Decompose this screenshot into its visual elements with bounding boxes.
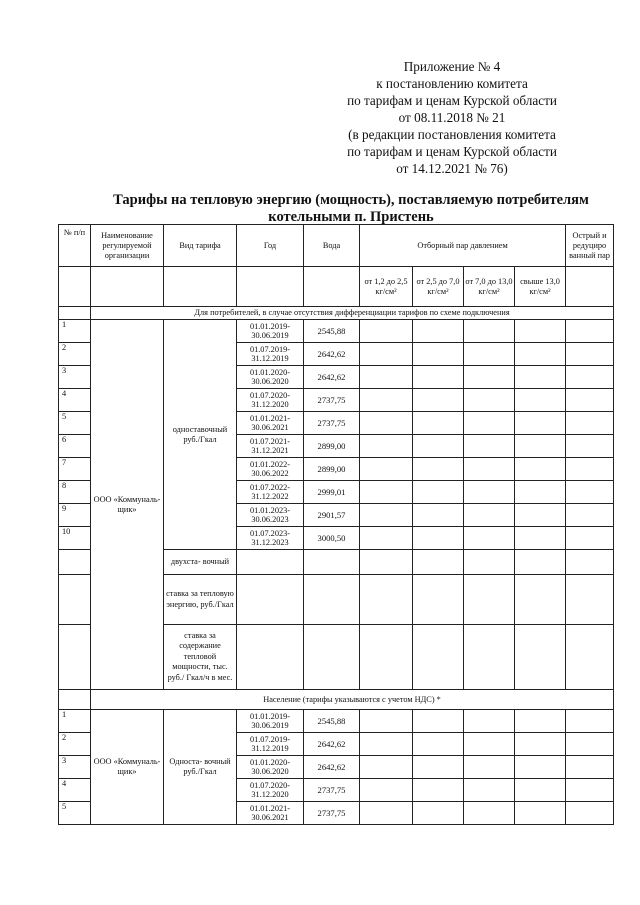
empty-cell: [237, 267, 304, 307]
row-number: 3: [59, 756, 91, 779]
org-name: ООО «Коммуналь- щик»: [91, 320, 164, 690]
col-header-kind: Вид тарифа: [164, 225, 237, 267]
empty-cell: [464, 458, 515, 481]
appendix-header: [302, 58, 602, 177]
empty-cell: [566, 575, 614, 625]
row-number: 4: [59, 779, 91, 802]
empty-cell: [515, 435, 566, 458]
title-line: котельными п. Пристень: [268, 209, 434, 225]
empty-cell: [566, 267, 614, 307]
empty-cell: [464, 710, 515, 733]
empty-cell: [515, 389, 566, 412]
subheader-row: [59, 267, 614, 307]
empty-cell: [304, 575, 360, 625]
empty-cell: [413, 625, 464, 690]
empty-cell: [59, 690, 91, 710]
empty-cell: [360, 458, 413, 481]
rate-energy-label: ставка за тепловую энергию, руб./Гкал: [164, 575, 237, 625]
header-line: Приложение № 4: [403, 59, 501, 74]
tariff-kind: одноставочный руб./Гкал: [164, 320, 237, 550]
header-line: от 08.11.2018 № 21: [398, 110, 506, 125]
period-cell: 01.01.2020- 30.06.2020: [237, 756, 304, 779]
col-sub-steam-3: от 7,0 до 13,0 кг/см²: [464, 267, 515, 307]
empty-cell: [566, 527, 614, 550]
empty-cell: [59, 307, 91, 320]
water-tariff: 2737,75: [304, 389, 360, 412]
empty-cell: [515, 343, 566, 366]
section-row: [59, 307, 614, 320]
empty-cell: [566, 802, 614, 825]
water-tariff: 2545,88: [304, 320, 360, 343]
header-row: [59, 225, 614, 267]
empty-cell: [566, 779, 614, 802]
empty-cell: [413, 756, 464, 779]
water-tariff: 2737,75: [304, 412, 360, 435]
empty-cell: [464, 412, 515, 435]
water-tariff: 2737,75: [304, 779, 360, 802]
empty-cell: [464, 527, 515, 550]
empty-cell: [360, 527, 413, 550]
rate-capacity-label: ставка за содержание тепловой мощности, тыс. руб./ Гкал/ч в мес.: [164, 625, 237, 690]
water-tariff: 2899,00: [304, 435, 360, 458]
table-row: [59, 710, 614, 733]
empty-cell: [360, 481, 413, 504]
water-tariff: 2642,62: [304, 343, 360, 366]
empty-cell: [304, 550, 360, 575]
empty-cell: [566, 412, 614, 435]
table-body: [59, 225, 614, 825]
empty-cell: [464, 481, 515, 504]
header-line: от 14.12.2021 № 76): [396, 161, 508, 176]
period-cell: 01.01.2023- 30.06.2023: [237, 504, 304, 527]
empty-cell: [360, 575, 413, 625]
empty-cell: [515, 481, 566, 504]
period-cell: 01.07.2021- 31.12.2021: [237, 435, 304, 458]
empty-cell: [360, 320, 413, 343]
period-cell: 01.07.2020- 31.12.2020: [237, 779, 304, 802]
section-title: Для потребителей, в случае отсутствия дифференциации тарифов по схеме подключения: [91, 307, 614, 320]
empty-cell: [413, 435, 464, 458]
empty-cell: [515, 366, 566, 389]
empty-cell: [413, 550, 464, 575]
col-header-year: Год: [237, 225, 304, 267]
empty-cell: [566, 458, 614, 481]
empty-cell: [566, 550, 614, 575]
water-tariff: 2901,57: [304, 504, 360, 527]
header-line: (в редакции постановления комитета: [348, 127, 556, 142]
empty-cell: [464, 625, 515, 690]
row-number: 7: [59, 458, 91, 481]
org-name: ООО «Коммуналь- щик»: [91, 710, 164, 825]
empty-cell: [237, 550, 304, 575]
empty-cell: [464, 320, 515, 343]
empty-cell: [515, 733, 566, 756]
empty-cell: [566, 625, 614, 690]
tariff-kind: Односта- вочный руб./Гкал: [164, 710, 237, 825]
empty-cell: [464, 733, 515, 756]
empty-cell: [566, 756, 614, 779]
row-number: 1: [59, 710, 91, 733]
row-number: 5: [59, 802, 91, 825]
empty-cell: [413, 802, 464, 825]
period-cell: 01.01.2019- 30.06.2019: [237, 710, 304, 733]
empty-cell: [360, 625, 413, 690]
empty-cell: [515, 779, 566, 802]
row-number: 1: [59, 320, 91, 343]
empty-cell: [360, 366, 413, 389]
empty-cell: [464, 575, 515, 625]
empty-cell: [360, 733, 413, 756]
empty-cell: [515, 756, 566, 779]
empty-cell: [566, 343, 614, 366]
empty-cell: [59, 575, 91, 625]
header-line: по тарифам и ценам Курской области: [347, 144, 557, 159]
empty-cell: [413, 575, 464, 625]
period-cell: 01.01.2020- 30.06.2020: [237, 366, 304, 389]
period-cell: 01.07.2022- 31.12.2022: [237, 481, 304, 504]
empty-cell: [515, 710, 566, 733]
empty-cell: [237, 575, 304, 625]
col-header-steam: Отборный пар давлением: [360, 225, 566, 267]
empty-cell: [164, 267, 237, 307]
empty-cell: [515, 412, 566, 435]
empty-cell: [413, 504, 464, 527]
empty-cell: [59, 550, 91, 575]
section-title: Население (тарифы указываются с учетом НДС) *: [91, 690, 614, 710]
water-tariff: 2899,00: [304, 458, 360, 481]
empty-cell: [515, 320, 566, 343]
empty-cell: [413, 458, 464, 481]
empty-cell: [566, 481, 614, 504]
empty-cell: [515, 504, 566, 527]
period-cell: 01.07.2020- 31.12.2020: [237, 389, 304, 412]
empty-cell: [464, 756, 515, 779]
empty-cell: [566, 389, 614, 412]
table-row: [59, 320, 614, 343]
empty-cell: [515, 527, 566, 550]
row-number: 6: [59, 435, 91, 458]
empty-cell: [413, 320, 464, 343]
header-line: по тарифам и ценам Курской области: [347, 93, 557, 108]
col-sub-steam-4: свыше 13,0 кг/см²: [515, 267, 566, 307]
empty-cell: [515, 625, 566, 690]
empty-cell: [566, 710, 614, 733]
col-header-org: Наименование регулируемой организации: [91, 225, 164, 267]
col-sub-steam-1: от 1,2 до 2,5 кг/см²: [360, 267, 413, 307]
empty-cell: [360, 343, 413, 366]
empty-cell: [566, 733, 614, 756]
empty-cell: [464, 366, 515, 389]
period-cell: 01.07.2019- 31.12.2019: [237, 733, 304, 756]
col-header-reduced: Острый и редуциро ванный пар: [566, 225, 614, 267]
empty-cell: [464, 802, 515, 825]
empty-cell: [464, 389, 515, 412]
two-part-label: двухста- вочный: [164, 550, 237, 575]
empty-cell: [360, 389, 413, 412]
empty-cell: [515, 458, 566, 481]
row-number: 4: [59, 389, 91, 412]
col-sub-steam-2: от 2,5 до 7,0 кг/см²: [413, 267, 464, 307]
row-number: 8: [59, 481, 91, 504]
water-tariff: 2737,75: [304, 802, 360, 825]
empty-cell: [464, 504, 515, 527]
water-tariff: 2642,62: [304, 733, 360, 756]
empty-cell: [360, 504, 413, 527]
empty-cell: [413, 343, 464, 366]
water-tariff: 2545,88: [304, 710, 360, 733]
empty-cell: [413, 733, 464, 756]
empty-cell: [237, 625, 304, 690]
empty-cell: [413, 389, 464, 412]
period-cell: 01.01.2019- 30.06.2019: [237, 320, 304, 343]
empty-cell: [413, 710, 464, 733]
empty-cell: [360, 756, 413, 779]
section-row: [59, 690, 614, 710]
period-cell: 01.07.2019- 31.12.2019: [237, 343, 304, 366]
empty-cell: [413, 366, 464, 389]
row-number: 2: [59, 733, 91, 756]
title-line: Тарифы на тепловую энергию (мощность), поставляемую потребителям: [113, 192, 589, 208]
row-number: 2: [59, 343, 91, 366]
water-tariff: 3000,50: [304, 527, 360, 550]
empty-cell: [515, 550, 566, 575]
empty-cell: [59, 267, 91, 307]
period-cell: 01.01.2021- 30.06.2021: [237, 412, 304, 435]
empty-cell: [464, 343, 515, 366]
empty-cell: [304, 267, 360, 307]
document-title: [90, 192, 612, 226]
water-tariff: 2999,01: [304, 481, 360, 504]
empty-cell: [360, 550, 413, 575]
period-cell: 01.01.2022- 30.06.2022: [237, 458, 304, 481]
empty-cell: [360, 710, 413, 733]
row-number: 9: [59, 504, 91, 527]
empty-cell: [515, 575, 566, 625]
empty-cell: [413, 779, 464, 802]
col-header-water: Вода: [304, 225, 360, 267]
col-header-num: № п/п: [59, 225, 91, 267]
empty-cell: [566, 320, 614, 343]
empty-cell: [413, 481, 464, 504]
empty-cell: [566, 435, 614, 458]
period-cell: 01.01.2021- 30.06.2021: [237, 802, 304, 825]
empty-cell: [464, 779, 515, 802]
empty-cell: [464, 435, 515, 458]
empty-cell: [360, 779, 413, 802]
water-tariff: 2642,62: [304, 756, 360, 779]
empty-cell: [566, 366, 614, 389]
empty-cell: [413, 527, 464, 550]
empty-cell: [360, 412, 413, 435]
water-tariff: 2642,62: [304, 366, 360, 389]
empty-cell: [515, 802, 566, 825]
tariff-table: [58, 224, 614, 825]
empty-cell: [304, 625, 360, 690]
empty-cell: [91, 267, 164, 307]
empty-cell: [360, 802, 413, 825]
empty-cell: [59, 625, 91, 690]
row-number: 10: [59, 527, 91, 550]
period-cell: 01.07.2023- 31.12.2023: [237, 527, 304, 550]
empty-cell: [566, 504, 614, 527]
empty-cell: [464, 550, 515, 575]
header-line: к постановлению комитета: [376, 76, 528, 91]
row-number: 3: [59, 366, 91, 389]
row-number: 5: [59, 412, 91, 435]
empty-cell: [413, 412, 464, 435]
empty-cell: [360, 435, 413, 458]
